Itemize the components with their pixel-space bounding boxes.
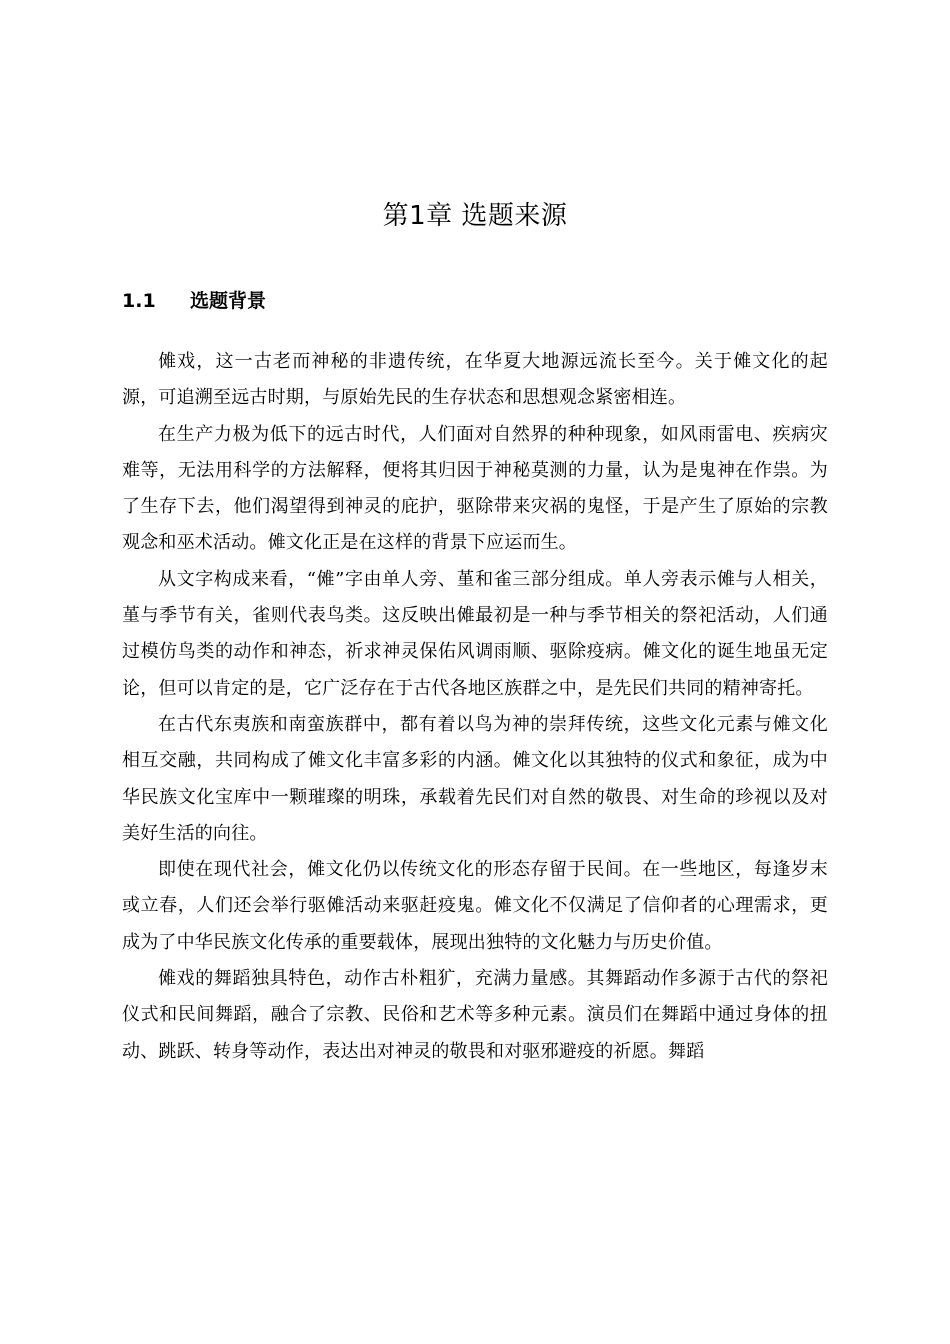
paragraph: 即使在现代社会，傩文化仍以传统文化的形态存留于民间。在一些地区，每逢岁末或立春，人们还会举行驱傩活动来驱赶疫鬼。傩文化不仅满足了信仰者的心理需求，更成为了中华民族文化传承的重要载体，展现出独特的文化魅力与历史价值。 (122, 859, 828, 953)
section-number: 1.1 (122, 290, 156, 312)
paragraph: 在生产力极为低下的远古时代，人们面对自然界的种种现象，如风雨雷电、疾病灾难等，无法用科学的方法解释，便将其归因于神秘莫测的力量，认为是鬼神在作祟。为了生存下去，他们渴望得到神灵的庇护，驱除带来灾祸的鬼怪，于是产生了原始的宗教观念和巫术活动。傩文化正是在这样的背景下应运而生。 (122, 423, 828, 554)
section-title: 选题背景 (190, 290, 267, 312)
paragraph: 在古代东夷族和南蛮族群中，都有着以鸟为神的崇拜传统，这些文化元素与傩文化相互交融，共同构成了傩文化丰富多彩的内涵。傩文化以其独特的仪式和象征，成为中华民族文化宝库中一颗璀璨的明珠，承载着先民们对自然的敬畏、对生命的珍视以及对美好生活的向往。 (122, 713, 828, 844)
chapter-title: 第1章 选题来源 (382, 201, 568, 231)
paragraph: 傩戏的舞蹈独具特色，动作古朴粗犷，充满力量感。其舞蹈动作多源于古代的祭祀仪式和民间舞蹈，融合了宗教、民俗和艺术等多种元素。演员们在舞蹈中通过身体的扭动、跳跃、转身等动作，表达出对神灵的敬畏和对驱邪避疫的祈愿。舞蹈 (122, 968, 828, 1062)
body-text (122, 344, 828, 1070)
section-heading (122, 286, 822, 316)
paragraph: 傩戏，这一古老而神秘的非遗传统，在华夏大地源远流长至今。关于傩文化的起源，可追溯至远古时期，与原始先民的生存状态和思想观念紧密相连。 (122, 351, 828, 409)
paragraph: 从文字构成来看，“傩”字由单人旁、堇和雀三部分组成。单人旁表示傩与人相关，堇与季节有关，雀则代表鸟类。这反映出傩最初是一种与季节相关的祭祀活动，人们通过模仿鸟类的动作和神态，祈求神灵保佑风调雨顺、驱除疫病。傩文化的诞生地虽无定论，但可以肯定的是，它广泛存在于古代各地区族群之中，是先民们共同的精神寄托。 (122, 568, 828, 699)
